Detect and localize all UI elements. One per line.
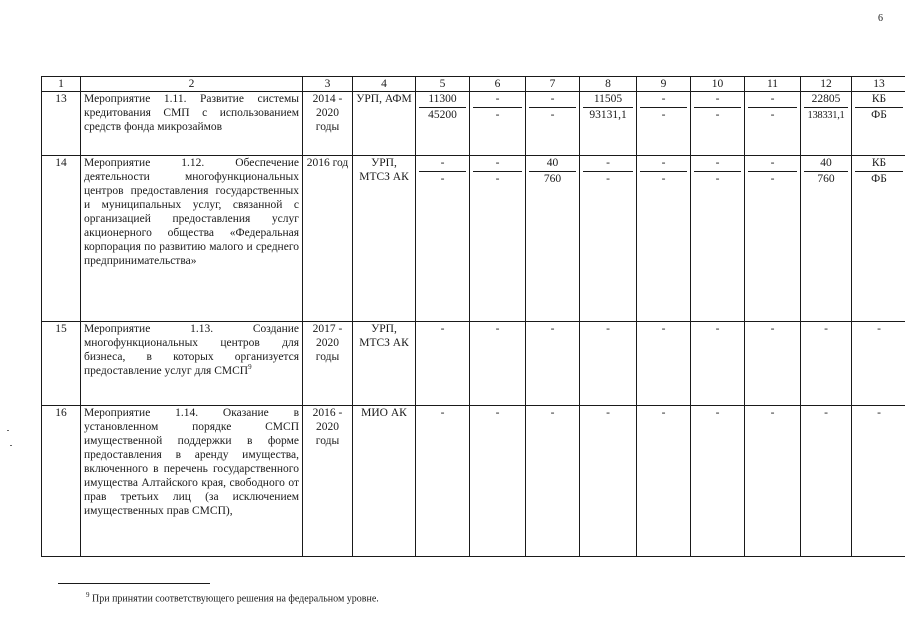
table-header-row: [42, 77, 905, 92]
row-number: 15: [42, 322, 81, 406]
column-header: 10: [691, 77, 745, 92]
table-row: [42, 406, 905, 557]
finance-cell: - -: [637, 156, 691, 322]
finance-cell: - -: [470, 156, 526, 322]
scan-artifact: [10, 445, 12, 446]
budget-source-cell: КБ ФБ: [852, 156, 905, 322]
footnote-text: При принятии соответствующего решения на федеральном уровне.: [92, 593, 379, 605]
finance-cell: -: [637, 406, 691, 557]
finance-cell: -: [691, 322, 745, 406]
finance-cell: -: [416, 322, 470, 406]
period: 2016 - 2020 годы: [303, 406, 353, 557]
period: 2014 - 2020 годы: [303, 92, 353, 156]
finance-cell: -: [745, 322, 801, 406]
table-row: [42, 322, 905, 406]
finance-cell: - -: [580, 156, 637, 322]
column-header: 3: [303, 77, 353, 92]
budget-source-cell: -: [852, 406, 905, 557]
column-header: 9: [637, 77, 691, 92]
column-header: 4: [353, 77, 416, 92]
row-number: 13: [42, 92, 81, 156]
finance-total-cell: -: [801, 406, 852, 557]
finance-cell: -: [691, 406, 745, 557]
finance-cell: -: [637, 322, 691, 406]
column-header: 11: [745, 77, 801, 92]
footnote-separator: [58, 583, 210, 584]
finance-cell: - -: [691, 92, 745, 156]
executors: УРП, АФМ: [353, 92, 416, 156]
table-row: [42, 156, 905, 322]
row-number: 16: [42, 406, 81, 557]
budget-source-cell: КБ ФБ: [852, 92, 905, 156]
finance-total-cell: 22805 138331,1: [801, 92, 852, 156]
finance-cell: - -: [526, 92, 580, 156]
footnote-mark: 9: [86, 591, 90, 599]
column-header: 13: [852, 77, 905, 92]
finance-cell: - -: [470, 92, 526, 156]
finance-total-cell: -: [801, 322, 852, 406]
finance-cell: -: [470, 322, 526, 406]
column-header: 8: [580, 77, 637, 92]
period: 2017 - 2020 годы: [303, 322, 353, 406]
measure-description: Мероприятие 1.14. Оказание в установленном порядке СМСП имущественной поддержки в форме предоставления в аренду имущества, включенного в перечень государственного имущества Алтайского края, свободного от прав третьих лиц (за исключением имущественных прав СМСП),: [81, 406, 303, 557]
finance-cell: -: [580, 322, 637, 406]
finance-cell: -: [526, 322, 580, 406]
scan-artifact: [7, 430, 9, 431]
row-number: 14: [42, 156, 81, 322]
executors: УРП, МТСЗ АК: [353, 156, 416, 322]
period: 2016 год: [303, 156, 353, 322]
finance-cell: - -: [745, 92, 801, 156]
measure-description: Мероприятие 1.13. Создание многофункциональных центров для бизнеса, в которых организуется предоставление услуг для СМСП$^9$: [81, 322, 303, 406]
finance-cell: -: [470, 406, 526, 557]
finance-cell: 40 760: [526, 156, 580, 322]
page-number: 6: [878, 13, 883, 24]
finance-cell: -: [416, 406, 470, 557]
finance-cell: 11300 45200: [416, 92, 470, 156]
table-row: [42, 92, 905, 156]
column-header: 7: [526, 77, 580, 92]
finance-total-cell: 40 760: [801, 156, 852, 322]
footnote: [86, 591, 379, 604]
measure-description: Мероприятие 1.12. Обеспечение деятельности многофункциональных центров предоставления государственных и муниципальных услуг, связанной с организацией предоставления услуг акционерного общества «Федеральная корпорация по развитию малого и среднего предпринимательства»: [81, 156, 303, 322]
finance-cell: -: [526, 406, 580, 557]
column-header: 5: [416, 77, 470, 92]
budget-source-cell: -: [852, 322, 905, 406]
footnote-mark: 9: [248, 363, 252, 372]
finance-cell: - -: [745, 156, 801, 322]
column-header: 12: [801, 77, 852, 92]
finance-cell: - -: [691, 156, 745, 322]
column-header: 6: [470, 77, 526, 92]
executors: УРП, МТСЗ АК: [353, 322, 416, 406]
measure-description: Мероприятие 1.11. Развитие системы кредитования СМП с использованием средств фонда микрозаймов: [81, 92, 303, 156]
program-table: [41, 76, 905, 557]
finance-cell: -: [745, 406, 801, 557]
finance-cell: 11505 93131,1: [580, 92, 637, 156]
column-header: 1: [42, 77, 81, 92]
finance-cell: - -: [637, 92, 691, 156]
executors: МИО АК: [353, 406, 416, 557]
finance-cell: -: [580, 406, 637, 557]
finance-cell: - -: [416, 156, 470, 322]
column-header: 2: [81, 77, 303, 92]
